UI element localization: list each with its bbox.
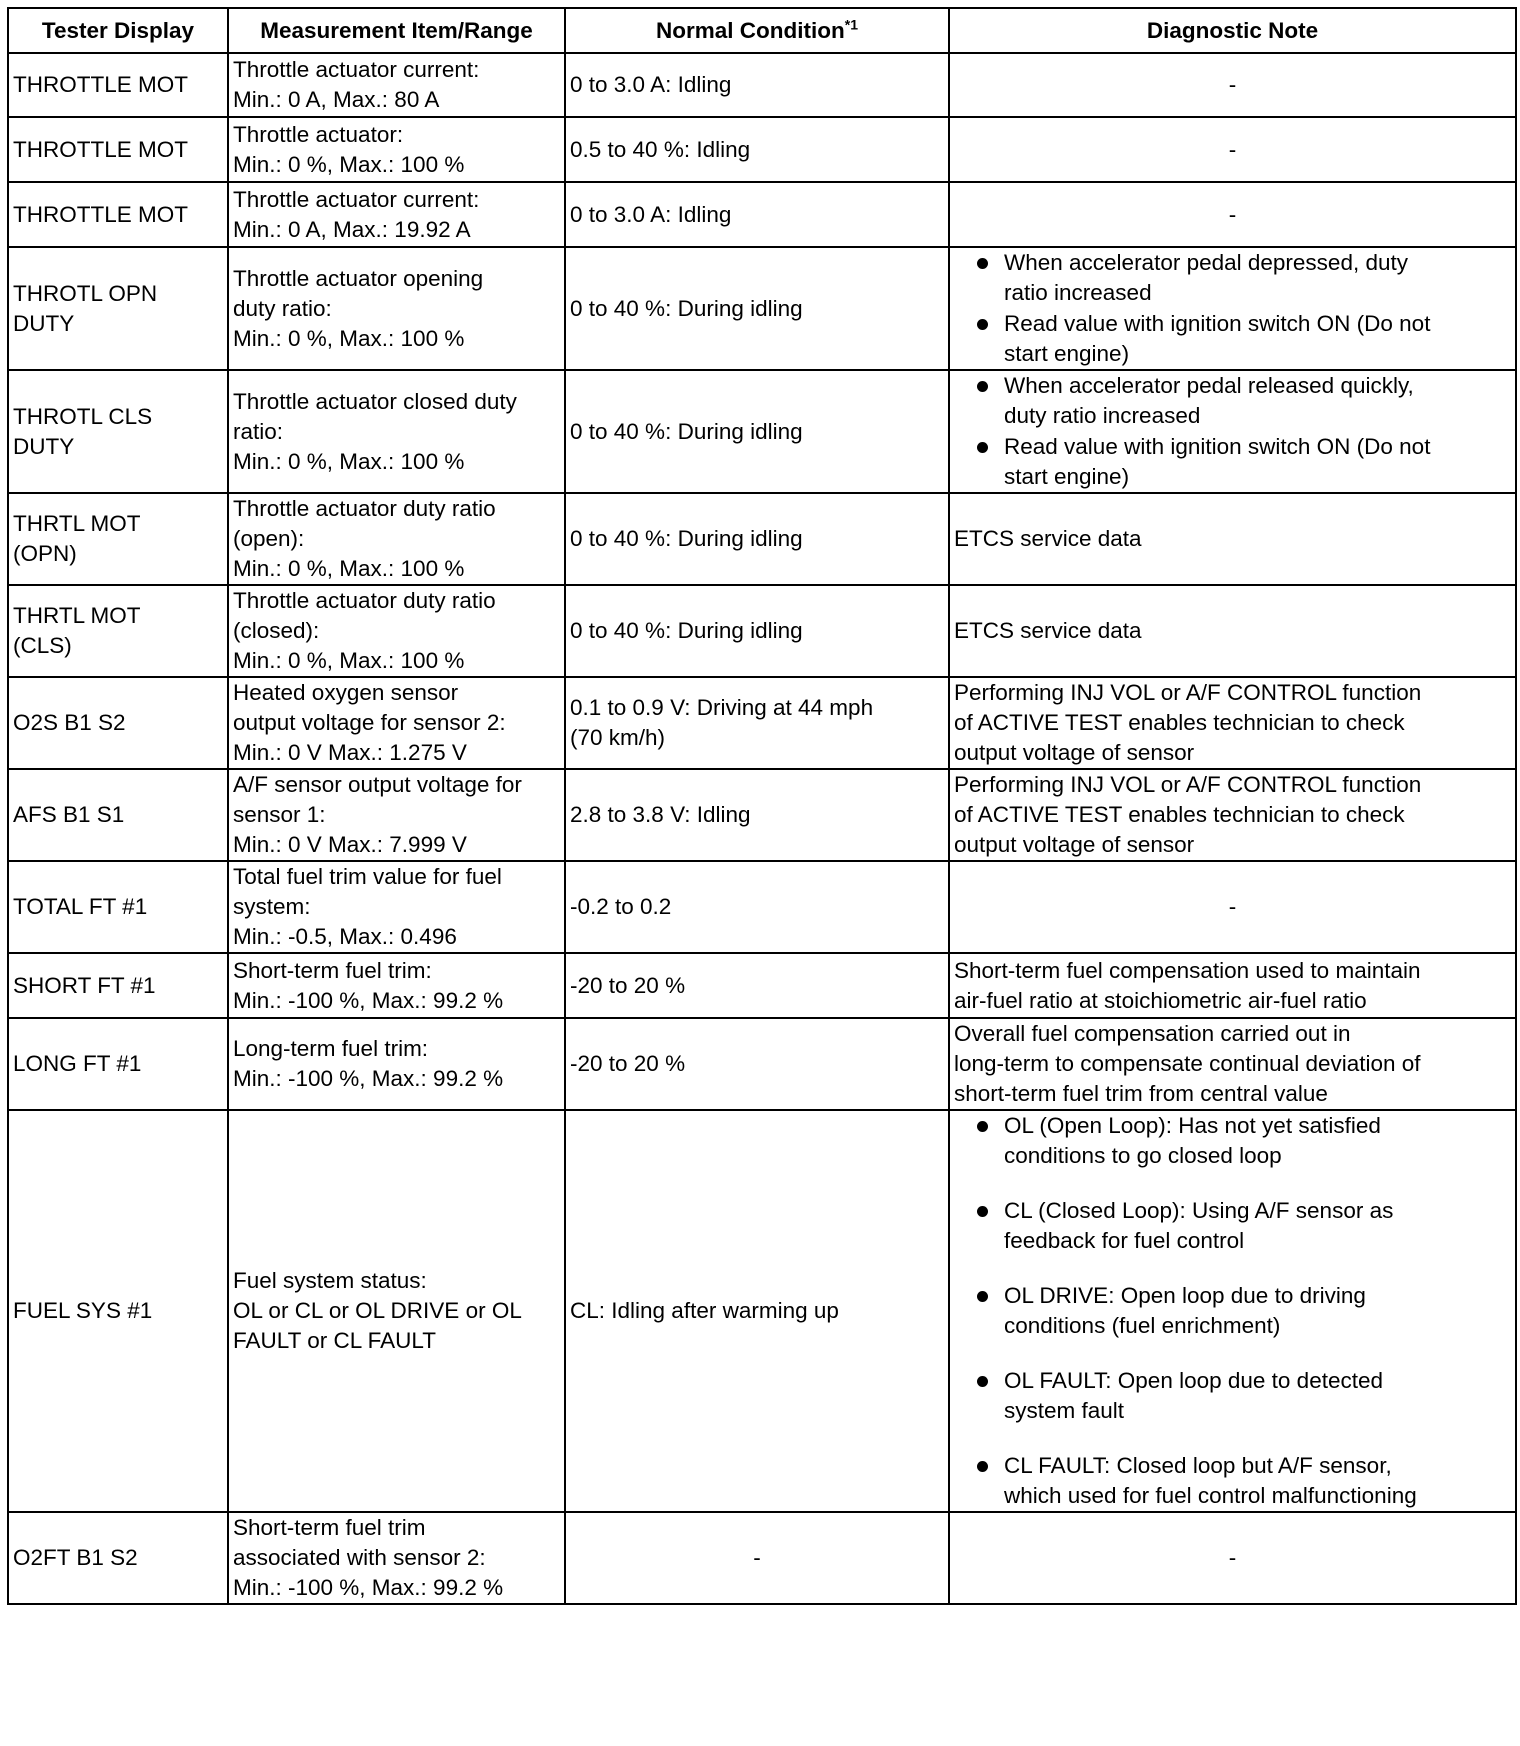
- normal-condition-cell: [565, 493, 949, 585]
- cell-line: DUTY: [13, 310, 75, 336]
- cell-line: CL (Closed Loop): Using A/F sensor as: [1004, 1198, 1394, 1223]
- cell-line: FAULT or CL FAULT: [233, 1328, 436, 1353]
- cell-line: THROTTLE MOT: [13, 201, 188, 227]
- cell-line: Short-term fuel trim: [233, 1515, 426, 1540]
- tester-display-cell: [8, 493, 228, 585]
- cell-line: (OPN): [13, 541, 77, 566]
- measurement-cell: [228, 117, 565, 182]
- measurement-cell: [228, 585, 565, 677]
- cell-line: O2S B1 S2: [13, 710, 126, 735]
- cell-line: Min.: 0 %, Max.: 100 %: [233, 325, 465, 351]
- cell-line: system fault: [1004, 1398, 1125, 1423]
- cell-line: (open):: [233, 526, 305, 551]
- data-list-table-container: [7, 7, 1515, 1605]
- cell-line: sensor 1:: [233, 802, 326, 827]
- cell-line: THRTL MOT: [13, 511, 141, 536]
- cell-line: of ACTIVE TEST enables technician to check: [954, 710, 1405, 735]
- cell-line: THROTTLE MOT: [13, 72, 188, 97]
- cell-line: 0 to 3.0 A: Idling: [570, 201, 732, 227]
- table-row: [8, 769, 1516, 861]
- tester-display-cell: [8, 370, 228, 493]
- cell-line: Min.: 0 V Max.: 1.275 V: [233, 740, 467, 765]
- cell-line: duty ratio:: [233, 295, 332, 321]
- note-bullet-list: [954, 1111, 1511, 1511]
- header-row: [8, 8, 1516, 53]
- diagnostic-note-cell: [949, 953, 1516, 1018]
- normal-condition-cell: [565, 1110, 949, 1512]
- measurement-cell: [228, 861, 565, 953]
- diagnostic-note-cell: -: [949, 53, 1516, 117]
- cell-line: When accelerator pedal depressed, duty: [1004, 250, 1408, 275]
- cell-line: start engine): [1004, 464, 1130, 489]
- cell-line: -20 to 20 %: [570, 1051, 686, 1076]
- cell-line: Heated oxygen sensor: [233, 680, 459, 705]
- cell-line: Read value with ignition switch ON (Do not: [1004, 434, 1431, 459]
- cell-line: DUTY: [13, 433, 75, 459]
- cell-line: Total fuel trim value for fuel: [233, 864, 502, 889]
- tester-display-cell: [8, 953, 228, 1018]
- cell-line: ratio increased: [1004, 280, 1152, 305]
- cell-line: Performing INJ VOL or A/F CONTROL function: [954, 680, 1422, 705]
- cell-line: Fuel system status:: [233, 1268, 427, 1293]
- normal-condition-cell: [565, 769, 949, 861]
- cell-line: Min.: -0.5, Max.: 0.496: [233, 924, 457, 949]
- cell-line: 0 to 40 %: During idling: [570, 295, 803, 321]
- tester-display-cell: [8, 1018, 228, 1110]
- table-row: [8, 585, 1516, 677]
- table-row: [8, 1018, 1516, 1110]
- cell-line: (closed):: [233, 618, 320, 643]
- cell-line: Min.: 0 %, Max.: 100 %: [233, 648, 465, 673]
- tester-display-cell: [8, 182, 228, 247]
- note-bullet-item: [954, 1281, 1511, 1341]
- cell-line: THRTL MOT: [13, 603, 141, 628]
- cell-line: 0 to 40 %: During idling: [570, 526, 803, 551]
- cell-line: output voltage of sensor: [954, 740, 1195, 765]
- cell-line: (CLS): [13, 633, 72, 658]
- cell-line: Long-term fuel trim:: [233, 1036, 429, 1061]
- cell-line: Min.: 0 A, Max.: 80 A: [233, 87, 440, 112]
- cell-line: Min.: 0 %, Max.: 100 %: [233, 448, 465, 474]
- note-bullet-item: [954, 248, 1511, 308]
- cell-line: LONG FT #1: [13, 1051, 142, 1076]
- cell-line: 0 to 3.0 A: Idling: [570, 72, 732, 97]
- cell-line: feedback for fuel control: [1004, 1228, 1245, 1253]
- note-bullet-item: [954, 1366, 1511, 1426]
- diagnostic-note-cell: -: [949, 861, 1516, 953]
- measurement-cell: [228, 370, 565, 493]
- cell-line: 0 to 40 %: During idling: [570, 618, 803, 643]
- normal-condition-cell: [565, 861, 949, 953]
- normal-condition-cell: [565, 677, 949, 769]
- header-normal-label: Normal Condition: [656, 17, 845, 43]
- cell-line: CL: Idling after warming up: [570, 1298, 839, 1323]
- cell-line: FUEL SYS #1: [13, 1298, 153, 1323]
- cell-line: 0.1 to 0.9 V: Driving at 44 mph: [570, 695, 874, 720]
- measurement-cell: [228, 1018, 565, 1110]
- table-row: [8, 182, 1516, 247]
- normal-condition-cell: [565, 182, 949, 247]
- measurement-cell: [228, 247, 565, 370]
- cell-line: THROTL OPN: [13, 280, 158, 306]
- cell-line: 0.5 to 40 %: Idling: [570, 136, 751, 162]
- table-row: [8, 1110, 1516, 1512]
- table-row: [8, 117, 1516, 182]
- cell-line: ETCS service data: [954, 618, 1142, 643]
- cell-line: output voltage of sensor: [954, 832, 1195, 857]
- normal-condition-cell: [565, 370, 949, 493]
- diagnostic-note-cell: [949, 493, 1516, 585]
- diagnostic-note-cell: [949, 1018, 1516, 1110]
- cell-line: output voltage for sensor 2:: [233, 710, 506, 735]
- tester-display-cell: [8, 53, 228, 117]
- cell-line: Throttle actuator current:: [233, 186, 480, 212]
- normal-condition-cell: [565, 953, 949, 1018]
- cell-line: duty ratio increased: [1004, 403, 1201, 428]
- measurement-cell: [228, 1512, 565, 1604]
- table-row: [8, 1512, 1516, 1604]
- cell-line: system:: [233, 894, 311, 919]
- cell-line: Min.: 0 %, Max.: 100 %: [233, 151, 465, 177]
- cell-line: Min.: 0 V Max.: 7.999 V: [233, 832, 467, 857]
- tester-display-cell: [8, 861, 228, 953]
- tester-display-cell: [8, 769, 228, 861]
- table-row: [8, 493, 1516, 585]
- cell-line: start engine): [1004, 341, 1130, 366]
- cell-line: Min.: -100 %, Max.: 99.2 %: [233, 1575, 504, 1600]
- tester-display-cell: [8, 677, 228, 769]
- normal-condition-cell: [565, 53, 949, 117]
- cell-line: TOTAL FT #1: [13, 894, 148, 919]
- cell-line: -20 to 20 %: [570, 972, 686, 998]
- table-row: [8, 861, 1516, 953]
- header-tester-display: Tester Display: [8, 8, 228, 53]
- normal-condition-cell: [565, 117, 949, 182]
- measurement-cell: [228, 769, 565, 861]
- cell-line: Short-term fuel compensation used to maintain: [954, 957, 1421, 983]
- diagnostic-note-cell: [949, 1110, 1516, 1512]
- note-bullet-list: [954, 371, 1511, 492]
- cell-line: Overall fuel compensation carried out in: [954, 1021, 1351, 1046]
- cell-line: Short-term fuel trim:: [233, 957, 432, 983]
- cell-line: OL (Open Loop): Has not yet satisfied: [1004, 1113, 1381, 1138]
- cell-line: Performing INJ VOL or A/F CONTROL function: [954, 772, 1422, 797]
- note-bullet-item: [954, 371, 1511, 431]
- tester-display-cell: [8, 585, 228, 677]
- cell-line: long-term to compensate continual deviation of: [954, 1051, 1421, 1076]
- diagnostic-note-cell: [949, 769, 1516, 861]
- cell-line: ratio:: [233, 418, 284, 444]
- measurement-cell: [228, 677, 565, 769]
- cell-line: conditions to go closed loop: [1004, 1143, 1282, 1168]
- diagnostic-note-cell: -: [949, 117, 1516, 182]
- diagnostic-note-cell: [949, 247, 1516, 370]
- cell-line: 2.8 to 3.8 V: Idling: [570, 802, 751, 827]
- cell-line: Throttle actuator current:: [233, 57, 480, 82]
- cell-line: Min.: -100 %, Max.: 99.2 %: [233, 1066, 504, 1091]
- cell-line: conditions (fuel enrichment): [1004, 1313, 1281, 1338]
- header-diagnostic-note: Diagnostic Note: [949, 8, 1516, 53]
- measurement-cell: [228, 953, 565, 1018]
- cell-line: Read value with ignition switch ON (Do not: [1004, 311, 1431, 336]
- cell-line: Min.: -100 %, Max.: 99.2 %: [233, 987, 504, 1013]
- diagnostic-note-cell: [949, 677, 1516, 769]
- note-bullet-list: [954, 248, 1511, 369]
- footnote-marker: *1: [844, 16, 858, 32]
- table-row: [8, 370, 1516, 493]
- table-body: [8, 53, 1516, 1604]
- note-bullet-item: [954, 1111, 1511, 1171]
- diagnostic-note-cell: [949, 370, 1516, 493]
- cell-line: THROTTLE MOT: [13, 136, 188, 162]
- table-row: [8, 53, 1516, 117]
- cell-line: Throttle actuator duty ratio: [233, 588, 496, 613]
- table-row: [8, 677, 1516, 769]
- cell-line: Min.: 0 A, Max.: 19.92 A: [233, 216, 471, 242]
- cell-line: OL FAULT: Open loop due to detected: [1004, 1368, 1383, 1393]
- measurement-cell: [228, 1110, 565, 1512]
- cell-line: THROTL CLS: [13, 403, 153, 429]
- tester-display-cell: [8, 117, 228, 182]
- note-bullet-item: [954, 432, 1511, 492]
- normal-condition-cell: [565, 247, 949, 370]
- cell-line: air-fuel ratio at stoichiometric air-fuel ratio: [954, 987, 1367, 1013]
- cell-line: A/F sensor output voltage for: [233, 772, 522, 797]
- cell-line: short-term fuel trim from central value: [954, 1081, 1328, 1106]
- cell-line: Throttle actuator:: [233, 121, 404, 147]
- normal-condition-cell: -: [565, 1512, 949, 1604]
- diagnostic-note-cell: -: [949, 1512, 1516, 1604]
- normal-condition-cell: [565, 1018, 949, 1110]
- note-bullet-item: [954, 1196, 1511, 1256]
- cell-line: Throttle actuator duty ratio: [233, 496, 496, 521]
- table-row: [8, 247, 1516, 370]
- data-list-table: [7, 7, 1517, 1605]
- cell-line: -0.2 to 0.2: [570, 894, 672, 919]
- tester-display-cell: [8, 1110, 228, 1512]
- cell-line: OL or CL or OL DRIVE or OL: [233, 1298, 522, 1323]
- measurement-cell: [228, 493, 565, 585]
- cell-line: of ACTIVE TEST enables technician to check: [954, 802, 1405, 827]
- cell-line: (70 km/h): [570, 725, 666, 750]
- cell-line: Throttle actuator closed duty: [233, 388, 517, 414]
- header-normal-condition: [565, 8, 949, 53]
- cell-line: When accelerator pedal released quickly,: [1004, 373, 1414, 398]
- header-measurement-item: Measurement Item/Range: [228, 8, 565, 53]
- note-bullet-item: [954, 309, 1511, 369]
- cell-line: AFS B1 S1: [13, 802, 125, 827]
- diagnostic-note-cell: -: [949, 182, 1516, 247]
- cell-line: Throttle actuator opening: [233, 265, 484, 291]
- note-bullet-item: [954, 1451, 1511, 1511]
- normal-condition-cell: [565, 585, 949, 677]
- cell-line: CL FAULT: Closed loop but A/F sensor,: [1004, 1453, 1392, 1478]
- cell-line: which used for fuel control malfunctioning: [1004, 1483, 1417, 1508]
- cell-line: O2FT B1 S2: [13, 1545, 138, 1570]
- tester-display-cell: [8, 247, 228, 370]
- cell-line: 0 to 40 %: During idling: [570, 418, 803, 444]
- cell-line: SHORT FT #1: [13, 972, 156, 998]
- table-row: [8, 953, 1516, 1018]
- cell-line: Min.: 0 %, Max.: 100 %: [233, 556, 465, 581]
- cell-line: associated with sensor 2:: [233, 1545, 486, 1570]
- diagnostic-note-cell: [949, 585, 1516, 677]
- tester-display-cell: [8, 1512, 228, 1604]
- measurement-cell: [228, 53, 565, 117]
- measurement-cell: [228, 182, 565, 247]
- cell-line: ETCS service data: [954, 526, 1142, 551]
- cell-line: OL DRIVE: Open loop due to driving: [1004, 1283, 1366, 1308]
